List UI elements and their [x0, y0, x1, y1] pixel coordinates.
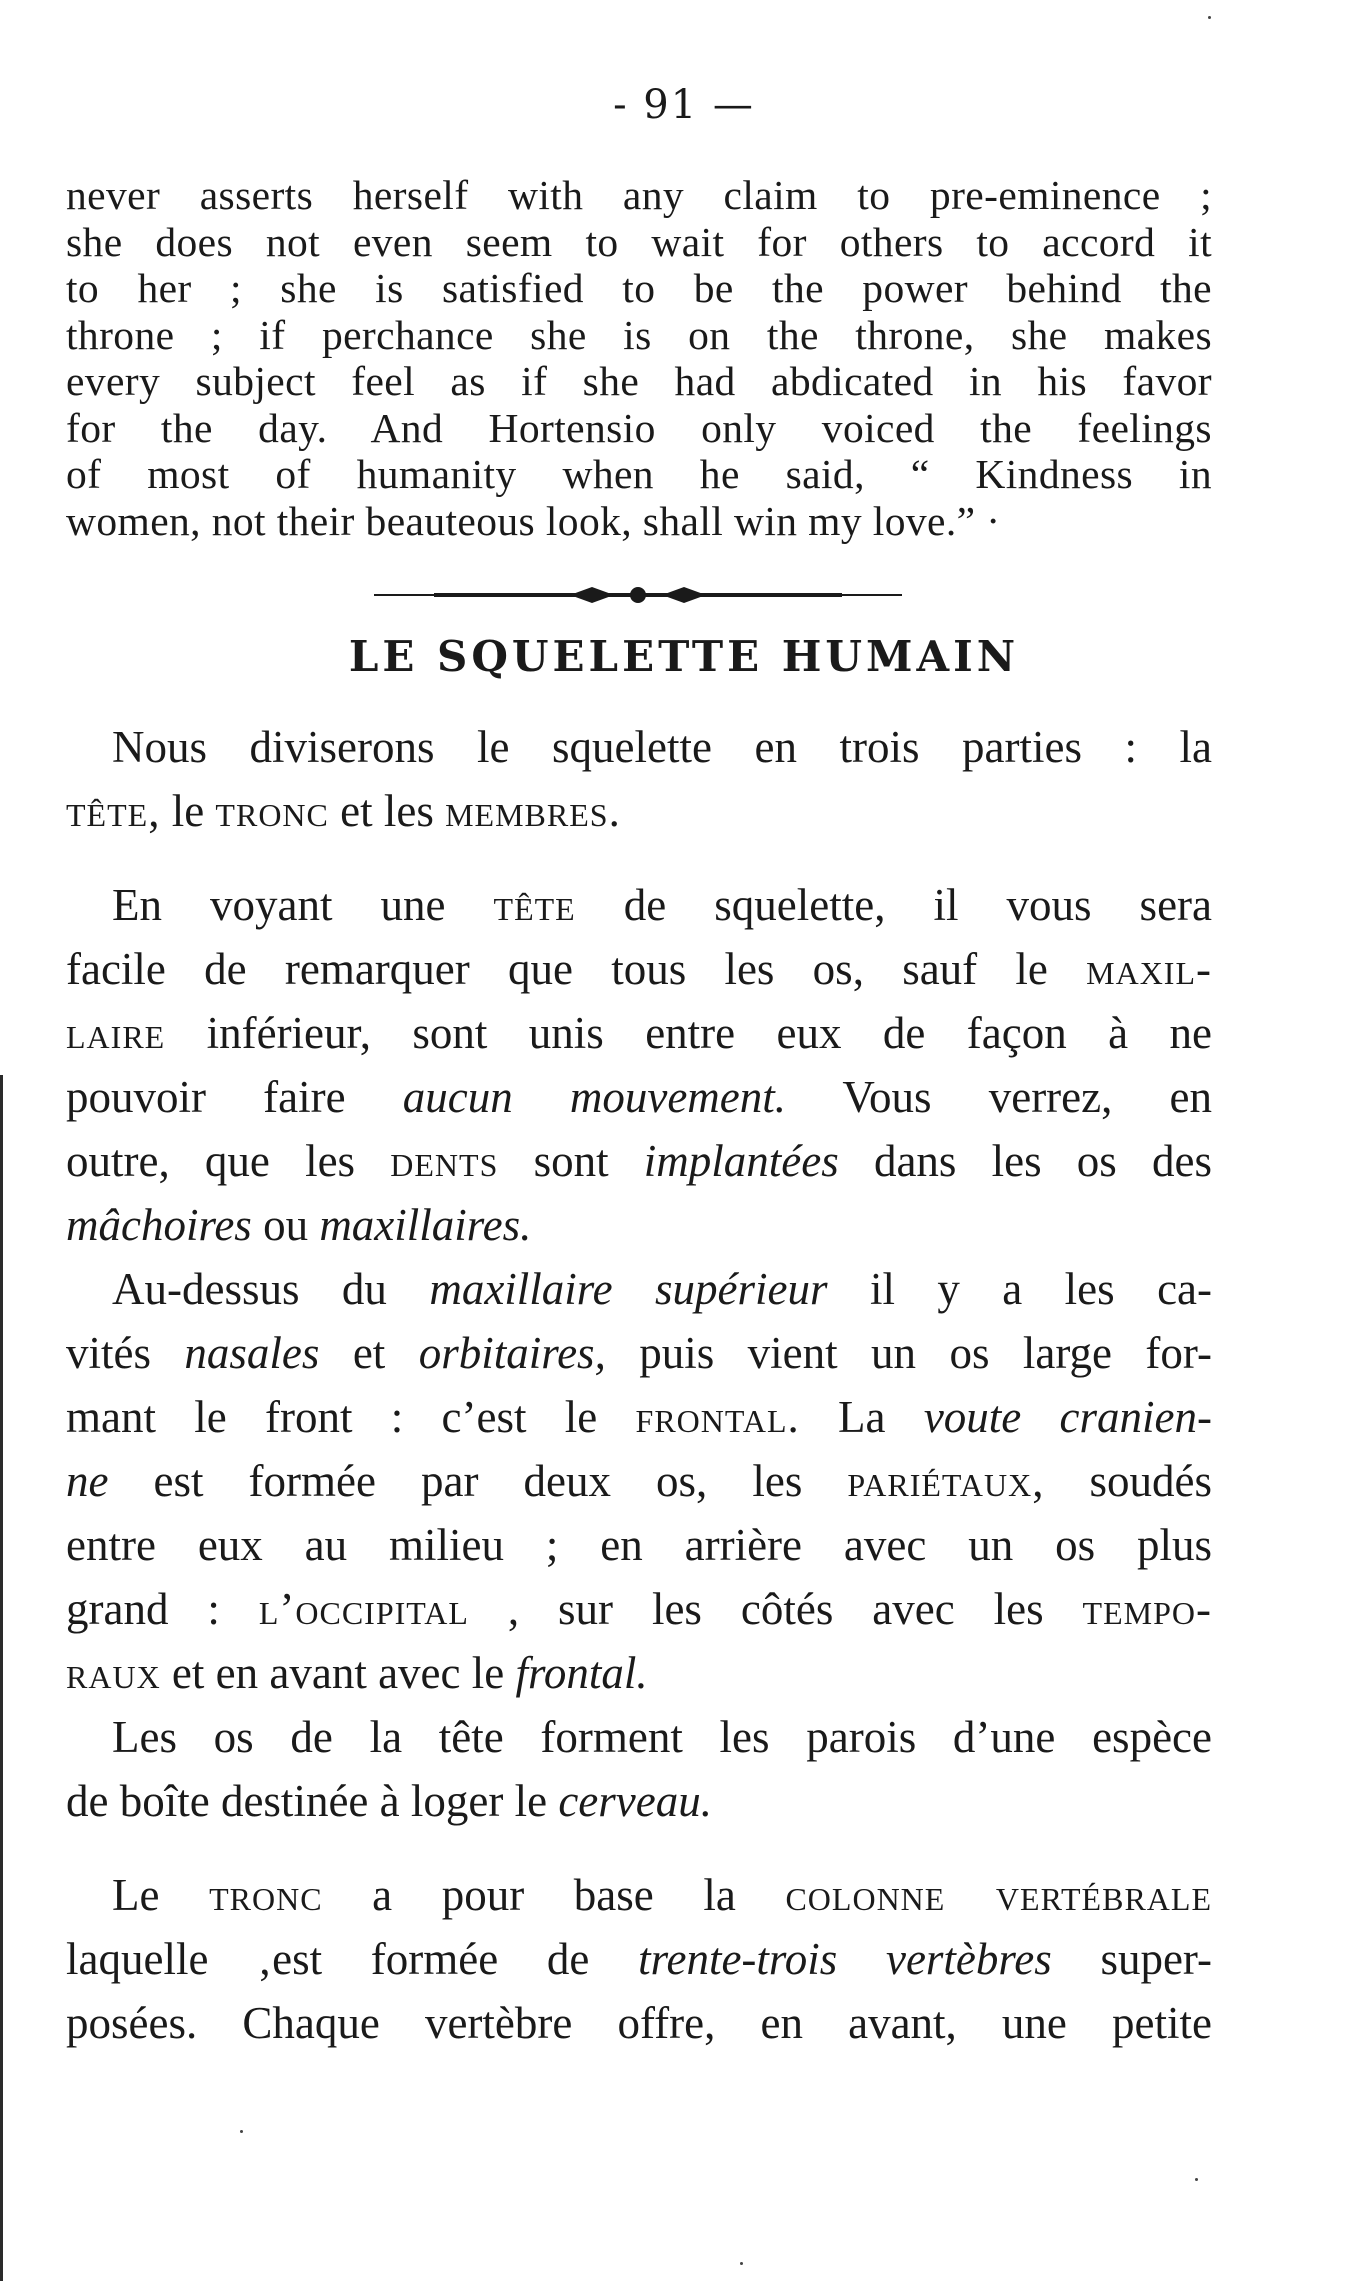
text-line: mant le front : c’est le frontal. La voute cranien-: [66, 1392, 1212, 1442]
print-speck: [240, 2130, 243, 2133]
text-line: for the day. And Hortensio only voiced the feelings: [66, 404, 1212, 451]
text-line: En voyant une tête de squelette, il vous sera: [112, 880, 1212, 930]
text-line: never asserts herself with any claim to pre-eminence ;: [66, 172, 1212, 218]
text-line: mâchoires ou maxillaires.: [66, 1200, 532, 1250]
english-paragraph: [66, 172, 1212, 544]
text-line: throne ; if perchance she is on the throne, she makes: [66, 311, 1212, 358]
paragraph-skull-bones: [66, 1257, 1212, 1705]
text-line: ne est formée par deux os, les pariétaux, soudés: [66, 1456, 1212, 1506]
text-line: laquelle ‚est formée de trente-trois vertèbres super-: [66, 1934, 1212, 1984]
text-line: women, not their beauteous look, shall win my love.” ·: [66, 497, 1001, 544]
text-line: of most of humanity when he said, “ Kindness in: [66, 451, 1212, 497]
text-line: de boîte destinée à loger le cerveau.: [66, 1776, 712, 1826]
page-number: - 91 —: [613, 82, 755, 128]
print-speck: [1195, 2178, 1198, 2181]
text-line: tête, le tronc et les membres.: [66, 786, 621, 836]
print-speck: [740, 2262, 743, 2265]
text-line: Nous diviserons le squelette en trois parties : la: [112, 722, 1212, 772]
french-body: [66, 715, 1212, 2055]
text-line: pouvoir faire aucun mouvement. Vous verrez, en: [66, 1072, 1212, 1122]
section-heading: LE SQUELETTE HUMAIN: [348, 632, 1020, 681]
text-line: every subject feel as if she had abdicated in his favor: [66, 358, 1212, 404]
text-line: grand : l’occipital , sur les côtés avec les tempo-: [66, 1584, 1212, 1634]
text-line: posées. Chaque vertèbre offre, en avant, une petite: [66, 1998, 1212, 2048]
text-line: Au-dessus du maxillaire supérieur il y a les ca-: [112, 1264, 1212, 1314]
page-edge-shadow: [0, 1075, 3, 2281]
text-line: to her ; she is satisfied to be the power behind the: [66, 265, 1212, 311]
text-line: vités nasales et orbitaires, puis vient un os large for-: [66, 1328, 1212, 1378]
text-line: raux et en avant avec le frontal.: [66, 1648, 648, 1698]
text-line: entre eux au milieu ; en arrière avec un os plus: [66, 1520, 1212, 1570]
paragraph-divisions: [66, 715, 1212, 843]
paragraph-trunk: [66, 1863, 1212, 2055]
text-line: laire inférieur, sont unis entre eux de façon à ne: [66, 1008, 1212, 1058]
paragraph-head: [66, 873, 1212, 1257]
text-line: outre, que les dents sont implantées dans les os des: [66, 1136, 1212, 1186]
text-line: she does not even seem to wait for others to accord it: [66, 218, 1212, 265]
print-speck: [1208, 16, 1211, 19]
text-line: Les os de la tête forment les parois d’une espèce: [112, 1712, 1212, 1762]
paragraph-skull-box: [66, 1705, 1212, 1833]
text-line: Le tronc a pour base la colonne vertébrale: [112, 1870, 1212, 1920]
ornamental-divider-icon: [374, 580, 902, 610]
text-line: facile de remarquer que tous les os, sauf le maxil-: [66, 944, 1212, 994]
